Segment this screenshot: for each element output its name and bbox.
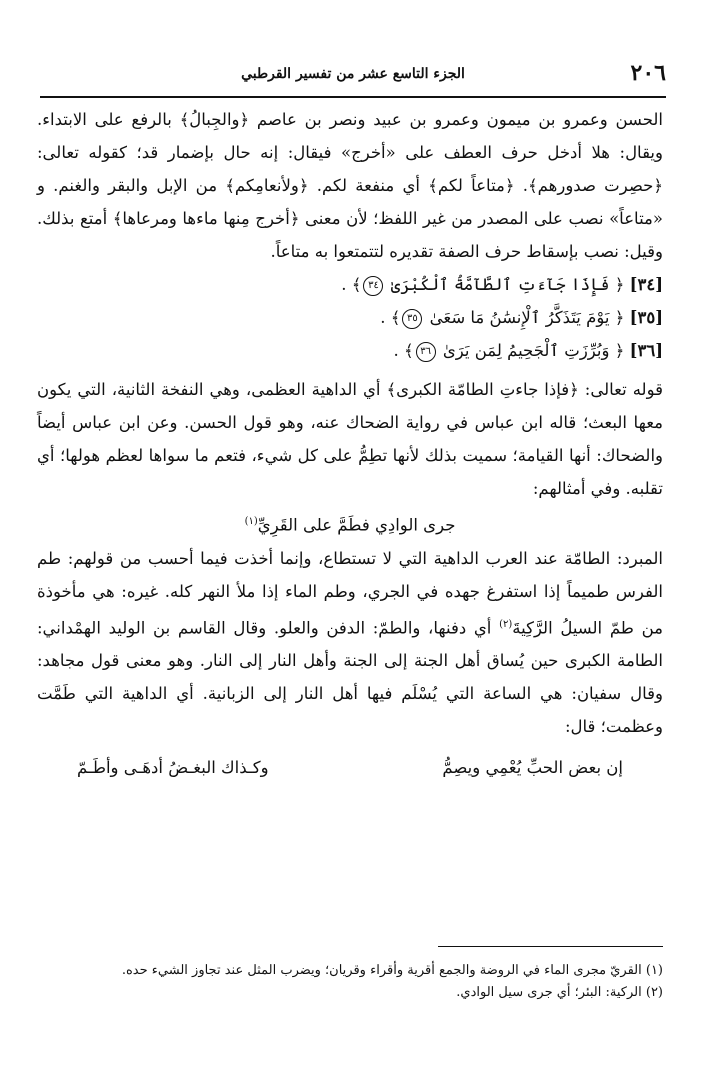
verse-35 — [37, 301, 663, 334]
paragraph-3b: أي دفنها، والطمّ: الدفن والعلو. وقال القاسم بن الوليد الهمْداني: الطامة الكبرى حين يُساق أهل الجنة إلى الجنة وأهل النار إلى النار. وهو معنى قول مجاهد: وقال سفيان: هي الساعة التي يُسْلَم فيها أهل النار إلى الزبانية. أي الداهية التي طَمَّت وعظمت؛ قال: — [37, 618, 663, 736]
running-header — [40, 60, 666, 94]
footnote-ref: (٢) — [499, 618, 513, 630]
verse-number: [٣٥] — [629, 308, 663, 327]
poetry-couplet — [37, 751, 663, 784]
verse-text: ﴿ يَوْمَ يَتَذَكَّرُ ٱلْإِنسَٰنُ مَا سَعَىٰ — [424, 308, 625, 327]
verse-34 — [37, 268, 663, 301]
footnote-1: (١) القريّ مجرى الماء في الروضة والجمع أقرية وأقراء وقريان؛ ويضرب المثل عند تجاوز الشيء حده. — [121, 963, 663, 978]
header-rule — [40, 96, 666, 98]
footnote-2: (٢) الركية: البئر؛ أي جرى سيل الوادي. — [456, 985, 663, 1000]
verse-end: ﴾ . — [341, 275, 362, 294]
paragraph-2: قوله تعالى: ﴿فإذا جاءتِ الطامّة الكبرى﴾ أي الداهية العظمى، وهي النفخة الثانية، التي يكون معها البعث؛ قاله ابن عباس في رواية الضحاك عنه، وهو قول الحسن. وعن ابن عباس أيضاً والضحاك: أنها القيامة؛ سميت بذلك لأنها تطِمُّ على كل شيء، فتعم ما سواها لعظم هولها؛ أي تقلبه. وفي أمثالهم: — [37, 380, 663, 498]
paragraph-3 — [37, 542, 663, 744]
running-title: الجزء التاسع عشر من تفسير القرطبي — [241, 66, 465, 82]
ayah-marker-icon: ٣٤ — [363, 276, 383, 296]
paragraph-1: الحسن وعمرو بن ميمون وعمرو بن عبيد ونصر بن عاصم ﴿والجِبالُ﴾ بالرفع على الابتداء. ويقال: هلا أدخل حرف العطف على «أخرج» فيقال: إنه حال بإضمار قد؛ كقوله تعالى: ﴿حصِرت صدورهم﴾. ﴿متاعاً لكم﴾ أي منفعة لكم. ﴿ولأنعامِكم﴾ من الإبل والبقر والغنم. و «متاعاً» نصب على المصدر من غير اللفظ؛ لأن معنى ﴿أخرج مِنها ماءها ومرعاها﴾ أمتع بذلك. وقيل: نصب بإسقاط حرف الصفة تقديره لتتمتعوا به متاعاً. — [37, 110, 663, 261]
footnote-ref: (١) — [244, 516, 258, 527]
footnotes — [37, 960, 663, 1004]
ayah-marker-icon: ٣٥ — [402, 309, 422, 329]
ayah-marker-icon: ٣٦ — [416, 342, 436, 362]
couplet-first-hemistich: إن بعض الحبِّ يُعْمِي ويصِمُّ — [442, 758, 623, 777]
verse-36 — [37, 334, 663, 367]
verse-number: [٣٤] — [629, 275, 663, 294]
footnote-rule — [438, 946, 663, 947]
main-text — [37, 103, 663, 784]
proverb-text: جرى الوادِي فطَمَّ على القَرِيِّ — [257, 515, 456, 535]
verse-text: ﴿ فَإِذَا جَآءَتِ ٱلطَّآمَّةُ ٱلْكُبْرَىٰ — [385, 275, 625, 294]
verse-text: ﴿ وَبُرِّزَتِ ٱلْجَحِيمُ لِمَن يَرَىٰ — [437, 341, 625, 360]
verse-number: [٣٦] — [629, 341, 663, 360]
proverb-line — [37, 505, 663, 542]
verse-end: ﴾ . — [380, 308, 401, 327]
verse-end: ﴾ . — [393, 341, 414, 360]
couplet-second-hemistich: وكـذاك البغـضُ أدهَـى وأطَـمّ — [77, 758, 269, 777]
page-number: ٢٠٦ — [630, 60, 666, 86]
paragraph-3a: المبرد: الطامّة عند العرب الداهية التي لا تستطاع، وإنما أخذت فيما أحسب من قولهم: طم الفرس طميماً إذا استفرغ جهده في الجري، وطم الماء إذا ملأ النهر كله. غيره: هي مأخوذة من طمّ السيلُ الرَّكِيةَ — [37, 548, 663, 637]
